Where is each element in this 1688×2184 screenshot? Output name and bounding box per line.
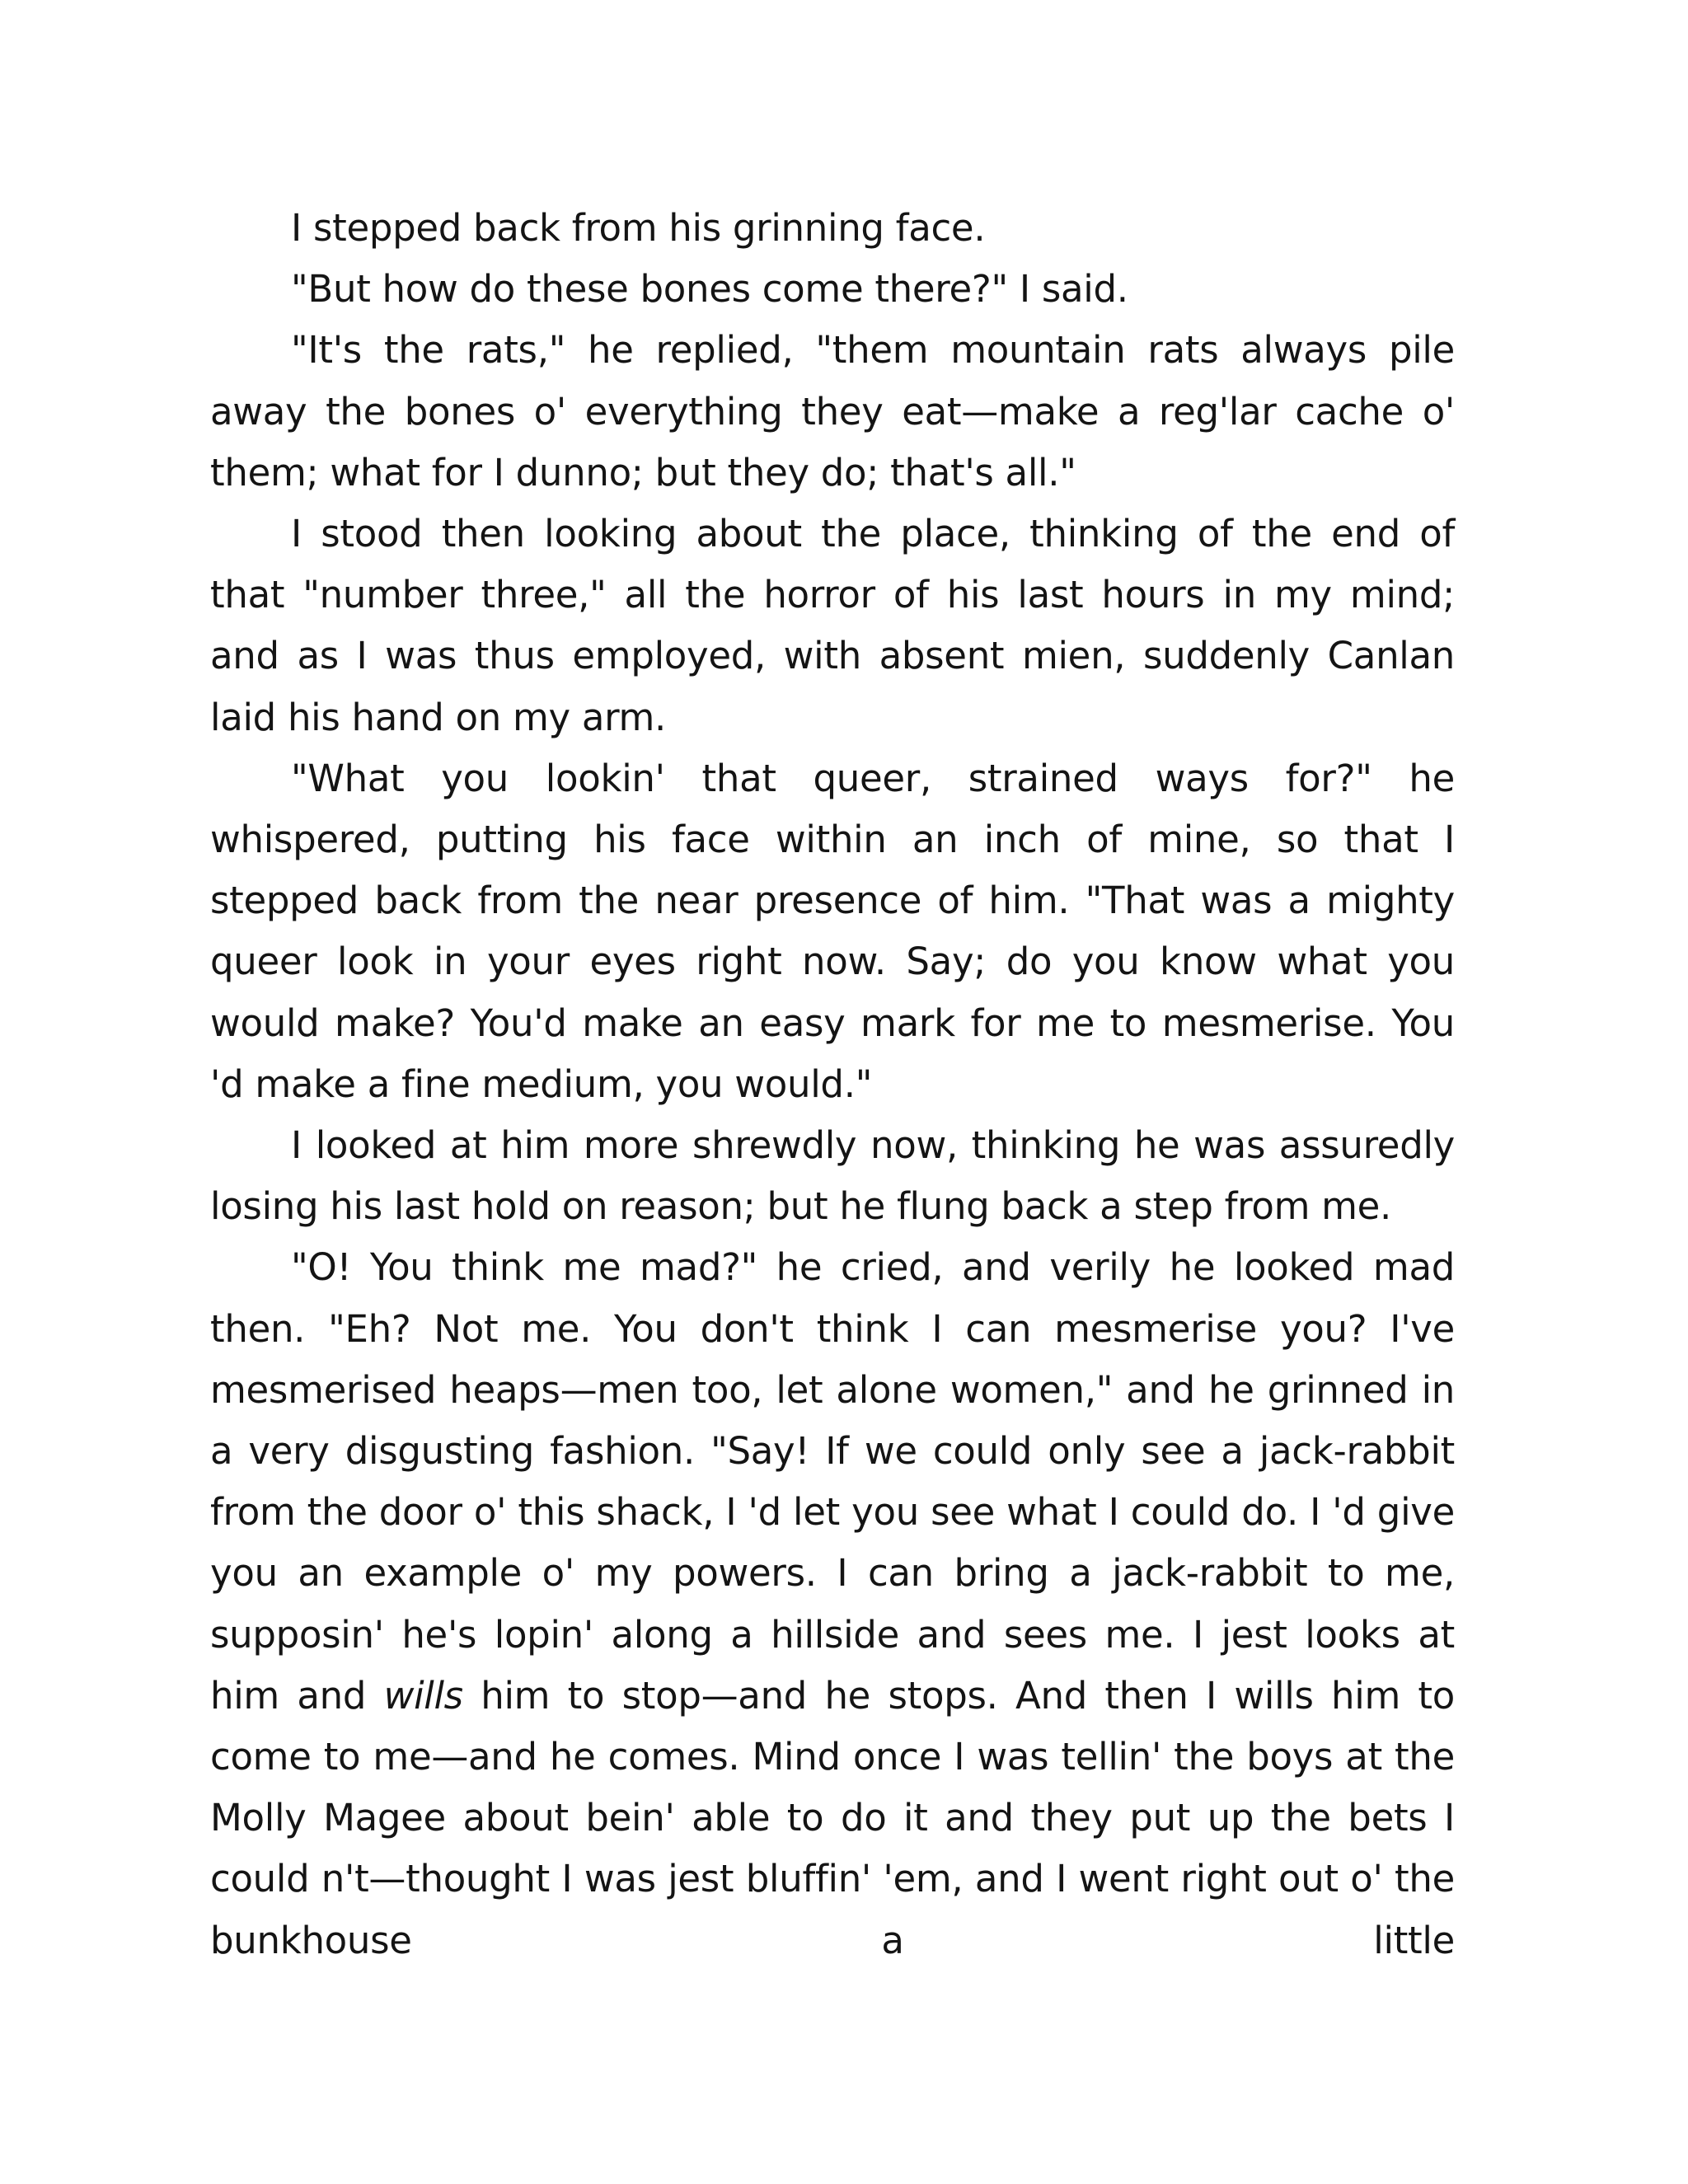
paragraph	[210, 504, 1455, 748]
paragraph-continued	[210, 1237, 1455, 1971]
paragraph	[210, 198, 1455, 259]
paragraph-text: "It's the rats," he replied, "them mountain rats always pile away the bones o' everything they eat—make a reg'lar cache o' them; what for I dunno; but they do; that's all."	[210, 328, 1455, 494]
paragraph-text: I stood then looking about the place, thinking of the end of that "number three," all the horror of his last hours in my mind; and as I was thus employed, with absent mien, suddenly Canlan laid his hand on my arm.	[210, 512, 1455, 739]
paragraph-text: I looked at him more shrewdly now, thinking he was assuredly losing his last hold on reason; but he flung back a step from me.	[210, 1123, 1455, 1229]
paragraph-text: "O! You think me mad?" he cried, and verily he looked mad then. "Eh? Not me. You don't think I can mesmerise you? I've mesmerised heaps—men too, let alone women," and he grinned in a very disgusting fashion. "Say! If we could only see a jack-rabbit from the door o' this shack, I 'd let you see what I could do. I 'd give you an example o' my powers. I can bring a jack-rabbit to me, supposin' he's lopin' along a hillside and sees me. I jest looks at him and	[210, 1245, 1455, 1718]
paragraph-text: him to stop—and he stops. And then I wills him to come to me—and he comes. Mind once I was tellin' the boys at the Molly Magee about bein' able to do it and they put up the bets I could n't—thought I was jest bluffin' 'em, and I went right out o' the bunkhouse a little	[210, 1673, 1456, 1962]
paragraph	[210, 1115, 1455, 1237]
paragraph	[210, 748, 1455, 1115]
paragraph-text: "What you lookin' that queer, strained ways for?" he whispered, putting his face within an inch of mine, so that I stepped back from the near presence of him. "That was a mighty queer look in your eyes right now. Say; do you know what you would make? You'd make an easy mark for me to mesmerise. You 'd make a fine medium, you would."	[210, 756, 1455, 1106]
paragraph-text: I stepped back from his grinning face.	[291, 206, 986, 250]
paragraph	[210, 259, 1455, 320]
paragraph	[210, 320, 1455, 504]
italic-emphasis: wills	[383, 1673, 463, 1718]
paragraph-text: "But how do these bones come there?" I said.	[291, 267, 1128, 312]
page-body-text	[210, 198, 1455, 1971]
